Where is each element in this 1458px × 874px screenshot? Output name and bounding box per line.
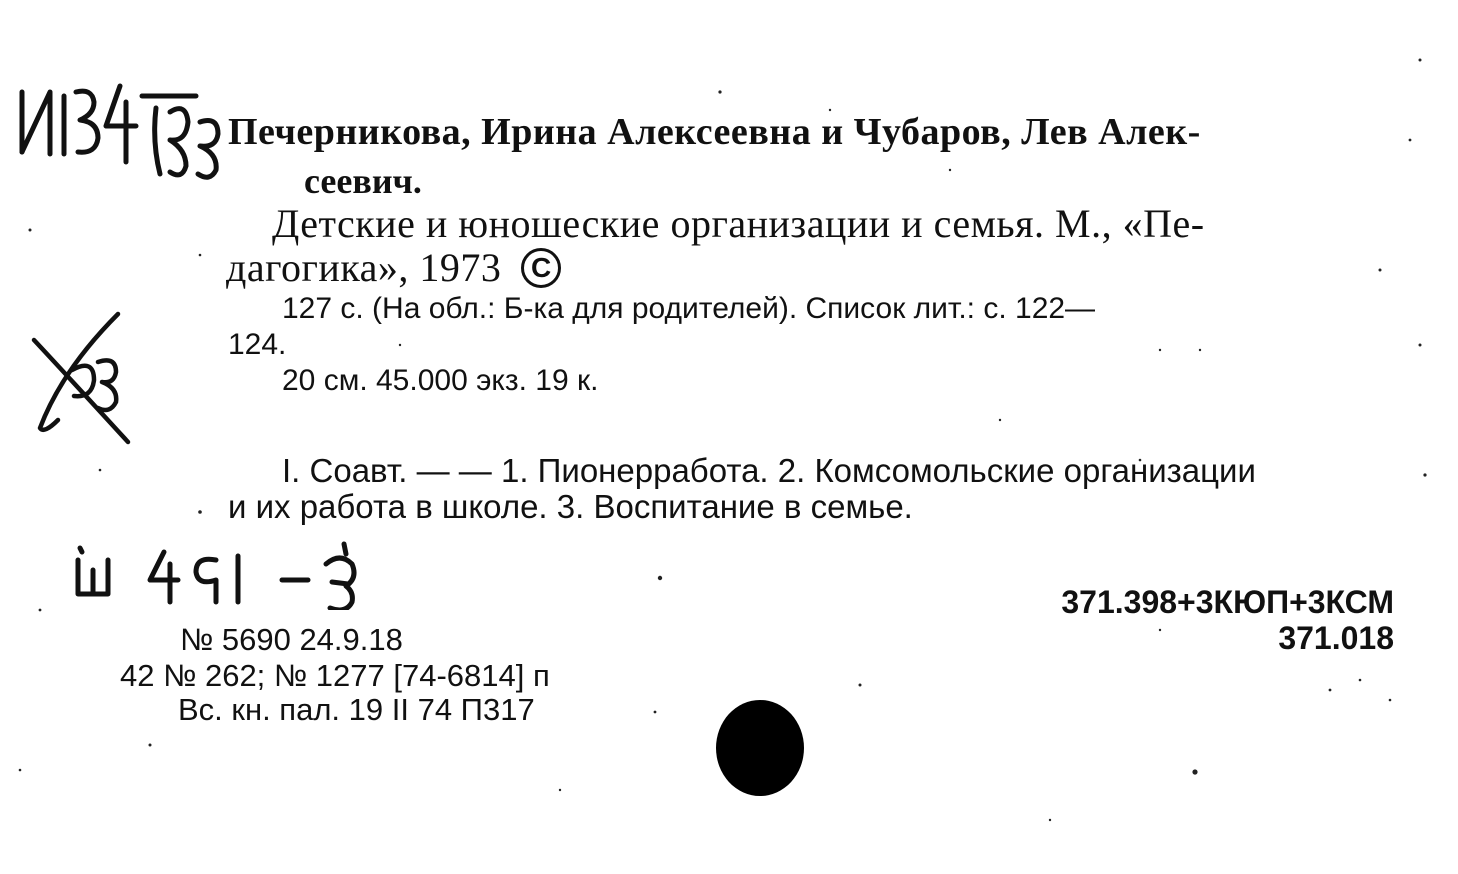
description-line-3: 20 см. 45.000 экз. 19 к.: [282, 364, 599, 397]
classification-line-2: 371.018: [1278, 620, 1394, 656]
handwritten-code-top-left: [10, 62, 245, 202]
classification-line-1: 371.398+3КЮП+3КСМ: [1061, 584, 1394, 620]
subjects-line-2: и их работа в школе. 3. Воспитание в семье.: [228, 488, 913, 525]
description-line-1: 127 с. (На обл.: Б-ка для родителей). Список лит.: с. 122—: [282, 292, 1096, 325]
title-line-1: Детские и юношеские организации и семья. М., «Пе-: [272, 201, 1205, 246]
title-line-2: [226, 244, 561, 291]
punch-hole: [716, 700, 804, 796]
subjects-line-1: I. Соавт. — — 1. Пионерработа. 2. Комсомольские организации: [282, 452, 1256, 489]
author-line-1: Печерникова, Ирина Алексеевна и Чубаров, Лев Алек-: [228, 111, 1201, 153]
handwritten-side-mark: [22, 300, 142, 450]
copyright-icon: С: [521, 248, 561, 288]
registry-line-2: 42 № 262; № 1277 [74-6814] п: [120, 658, 550, 693]
handwritten-shelf-code: [68, 530, 368, 610]
registry-line-1: № 5690 24.9.18: [180, 622, 403, 657]
author-line-2: сеевич.: [304, 161, 422, 201]
registry-line-3: Вс. кн. пал. 19 II 74 П317: [178, 692, 535, 727]
title-line-2-text: дагогика», 1973: [226, 245, 502, 290]
description-line-2: 124.: [228, 328, 287, 361]
